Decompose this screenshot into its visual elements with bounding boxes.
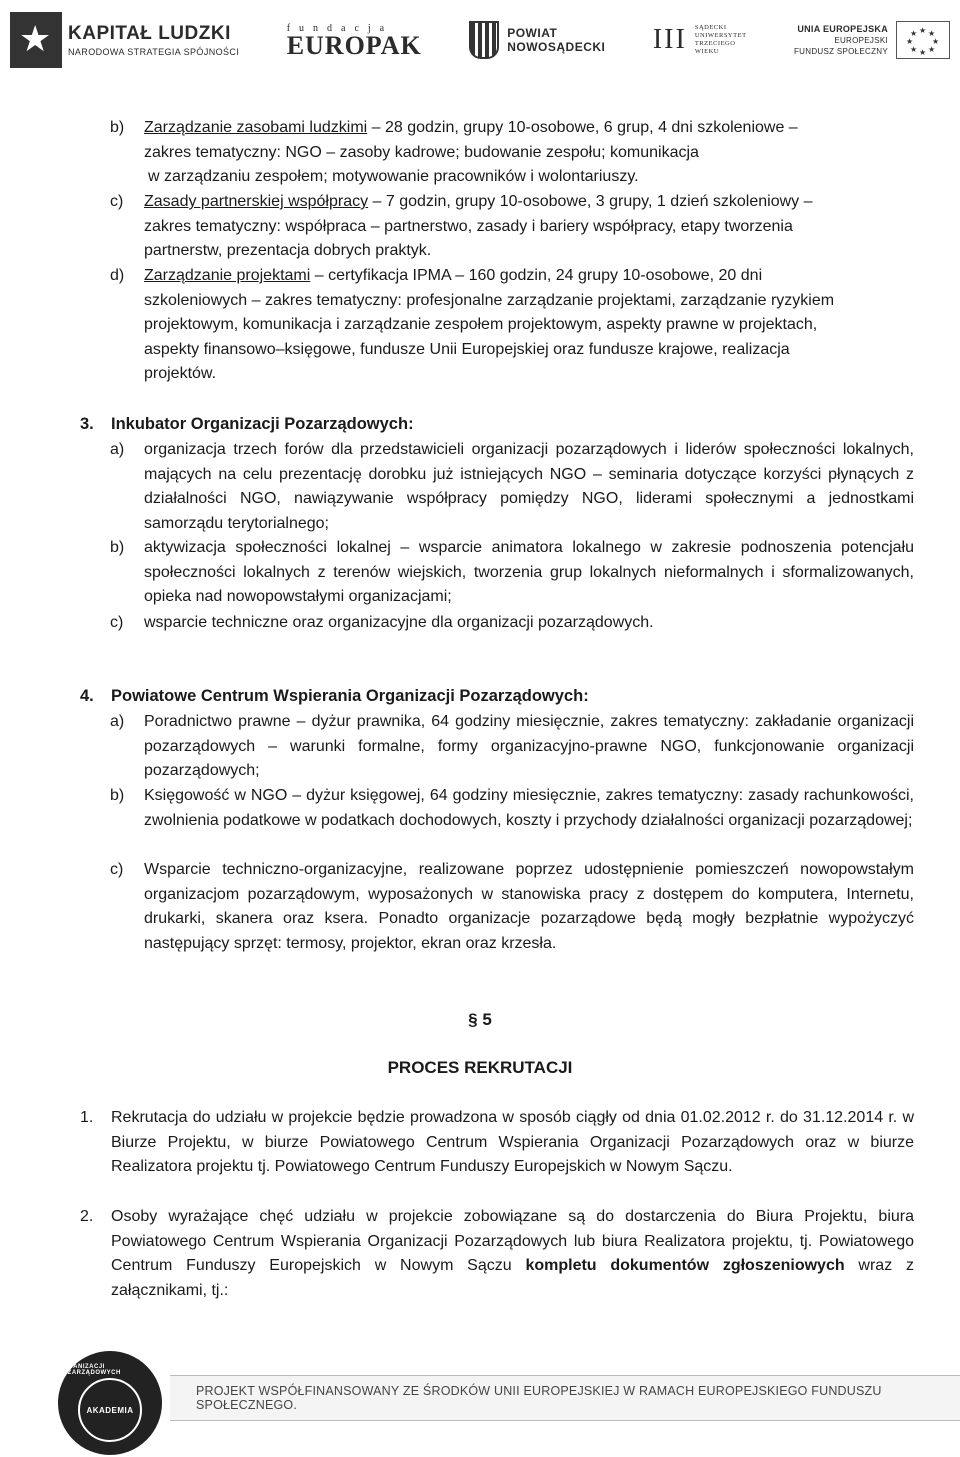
eu-line3: FUNDUSZ SPOŁECZNY <box>794 46 888 56</box>
powiat-line2: NOWOSĄDECKI <box>507 40 606 54</box>
star-icon <box>10 12 62 68</box>
kapital-ludzki-title: KAPITAŁ LUDZKI <box>68 23 231 44</box>
utw-line4: WIEKU <box>694 48 719 55</box>
item-marker: 2. <box>80 1208 94 1225</box>
section4-title: Powiatowe Centrum Wspierania Organizacji Pozarządowych: <box>111 687 589 705</box>
item-text-bold: kompletu dokumentów zgłoszeniowych <box>525 1257 845 1274</box>
item-title: Zasady partnerskiej współpracy <box>144 193 369 210</box>
footer-bar <box>170 1375 960 1421</box>
utw-line3: TRZECIEGO <box>694 40 736 47</box>
item-text: – certyfikacja IPMA – 160 godzin, 24 grupy 10-osobowe, 20 dni <box>310 267 763 284</box>
item-marker: c) <box>110 193 124 210</box>
kapital-ludzki-logo <box>10 12 239 68</box>
eu-line2: EUROPEJSKI <box>834 35 888 45</box>
utw-mark: III <box>652 24 687 55</box>
item-text: zakres tematyczny: współpraca – partnerstwo, zasady i bariery współpracy, etapy tworzenia <box>144 217 793 235</box>
uniwersytet-logo <box>653 24 747 56</box>
section3-number: 3. <box>80 415 94 433</box>
item-text: zakres tematyczny: NGO – zasoby kadrowe; budowanie zespołu; komunikacja <box>144 143 699 161</box>
logo-header <box>0 0 960 80</box>
item-marker: b) <box>110 539 125 556</box>
item-title: Zarządzanie zasobami ludzkimi <box>144 119 368 136</box>
item-text: – 28 godzin, grupy 10-osobowe, 6 grup, 4 dni szkoleniowe – <box>367 119 798 136</box>
item-text: – 7 godzin, grupy 10-osobowe, 3 grupy, 1 dzień szkoleniowy – <box>368 193 813 210</box>
item-text: aspekty finansowo–księgowe, fundusze Unii Europejskiej oraz fundusze krajowe, realizacja <box>144 340 790 358</box>
section4-item-b: Księgowość w NGO – dyżur księgowej, 64 godziny miesięcznie, zakres tematyczny: zasady rachunkowości, zwolnienia podatkowe w podatkach dochodowych, koszty i przychody działalności organizacji pozarządowej; <box>144 787 914 829</box>
section3-title: Inkubator Organizacji Pozarządowych: <box>111 415 414 433</box>
item-text: projektów. <box>144 365 217 382</box>
item-marker: c) <box>110 614 124 631</box>
badge-ring-text: ORGANIZACJI POZARZĄDOWYCH <box>58 1364 121 1376</box>
powiat-line1: POWIAT <box>507 26 558 40</box>
utw-line2: UNIWERSYTET <box>694 32 747 39</box>
item-text: w zarządzaniu zespołem; motywowanie pracowników i wolontariuszy. <box>148 168 639 185</box>
section4-item-a: Poradnictwo prawne – dyżur prawnika, 64 godziny miesięcznie, zakres tematyczny: zakładanie organizacji pozarządowych – warunki formalne, formy organizacyjno-prawne NGO, funkcjonowanie organizacji pozarządowych; <box>144 713 914 779</box>
item-marker: a) <box>110 713 125 730</box>
item-marker: d) <box>110 267 125 284</box>
section3-item-b: aktywizacja społeczności lokalnej – wsparcie animatora lokalnego w zakresie podnoszenia potencjału społeczności lokalnych z terenów wiejskich, tworzenia grup lokalnych nieformalnych i sformalizowanych, opieka nad nowopowstałymi organizacjami; <box>144 539 914 605</box>
item-marker: 1. <box>80 1109 94 1126</box>
badge-name: AKADEMIA <box>78 1378 142 1442</box>
section4-item-c: Wsparcie techniczno-organizacyjne, realizowane poprzez udostępnienie pomieszczeń nowopowstałym organizacjom pozarządowym, wyposażonych w stanowiska pracy z dostępem do komputera, Internetu, drukarki, skanera oraz ksera. Ponadto organizacje pozarządowe będą mogły bezpłatnie wypożyczyć następujący sprzęt: termosy, projektor, ekran oraz krzesła. <box>144 861 914 952</box>
footer <box>0 1364 960 1457</box>
item-text: projektowym, komunikacja i zarządzanie zespołem projektowym, aspekty prawne w projektach, <box>144 316 818 333</box>
eu-line1: UNIA EUROPEJSKA <box>797 23 888 34</box>
item-marker: b) <box>110 787 125 804</box>
section3-item-a: organizacja trzech forów dla przedstawicieli organizacji pozarządowych i liderów społeczności lokalnych, mających na celu prezentację dorobku już istniejących NGO – seminaria dotyczące korzyści płynących z działalności NGO, nawiązywanie współpracy pomiędzy NGO, liderami społecznymi a jednostkami samorządu terytorialnego; <box>144 441 914 532</box>
item-text: szkoleniowych – zakres tematyczny: profesjonalne zarządzanie projektami, zarządzanie ryzykiem <box>144 291 835 309</box>
paragraph-symbol: § 5 <box>468 1010 492 1029</box>
section3-item-c: wsparcie techniczne oraz organizacyjne dla organizacji pozarządowych. <box>144 614 654 631</box>
eu-flag-icon: ★ ★ ★ ★ ★ ★ ★ ★ <box>896 21 950 59</box>
item-text: Osoby wyrażające chęć udziału w projekcie zobowiązane są do dostarczenia do Biura Projektu, biura Powiatowego Centrum Wspierania Organizacji Pozarządowych lub biura Realizatora projektu, tj. Powiatowego Centrum Funduszy Europejskich w Nowym Sączu <box>111 1208 914 1274</box>
section4-number: 4. <box>80 687 94 705</box>
coat-of-arms-icon <box>469 21 499 59</box>
fundacja-label: fundacja <box>286 22 394 34</box>
item-text: partnerstw, prezentacja dobrych praktyk. <box>144 242 432 259</box>
footer-text: PROJEKT WSPÓŁFINANSOWANY ZE ŚRODKÓW UNII EUROPEJSKIEJ W RAMACH EUROPEJSKIEGO FUNDUSZU SPOŁECZNEGO. <box>196 1384 882 1412</box>
item-marker: a) <box>110 441 125 458</box>
recruitment-item-2 <box>111 1205 914 1303</box>
powiat-logo <box>469 21 605 59</box>
fundacja-europak-logo <box>287 23 422 58</box>
item-title: Zarządzanie projektami <box>144 267 311 284</box>
eu-logo <box>794 21 950 59</box>
kapital-ludzki-subtitle: NARODOWA STRATEGIA SPÓJNOŚCI <box>68 47 240 57</box>
recruitment-item-1: Rekrutacja do udziału w projekcie będzie prowadzona w sposób ciągły od dnia 01.02.2012 r. do 31.12.2014 r. w Biurze Projektu, w biurze Powiatowego Centrum Wspierania Organizacji Pozarządowych oraz w biurze Realizatora projektu tj. Powiatowego Centrum Funduszy Europejskich w Nowym Sączu. <box>111 1109 914 1175</box>
section2-item-c <box>144 190 914 264</box>
section2-item-d <box>144 264 914 387</box>
akademia-badge <box>58 1351 162 1455</box>
section2-item-b <box>144 116 914 190</box>
utw-line1: SĄDECKI <box>694 24 727 31</box>
item-marker: c) <box>110 861 124 878</box>
paragraph-title: PROCES REKRUTACJI <box>387 1058 573 1077</box>
item-marker: b) <box>110 119 125 136</box>
item-text: wraz z załącznikami, tj.: <box>111 1257 914 1299</box>
europak-label: EUROPAK <box>286 30 422 60</box>
